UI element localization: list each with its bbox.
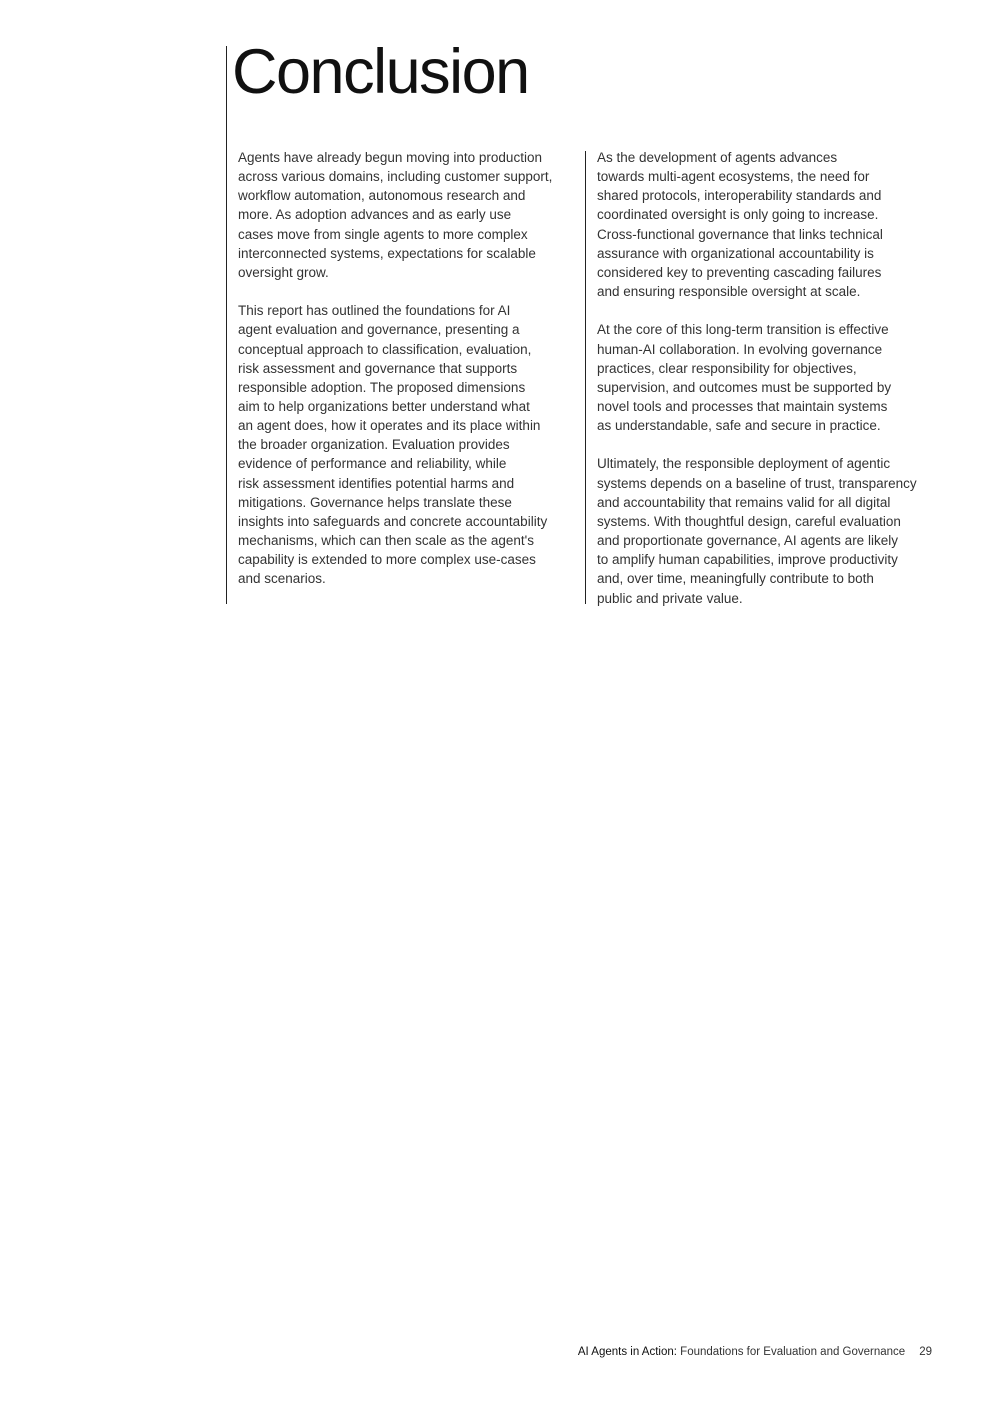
- right-column: [597, 148, 937, 627]
- footer-series-title: AI Agents in Action:: [577, 1346, 677, 1358]
- footer-subtitle: Foundations for Evaluation and Governance: [676, 1346, 906, 1358]
- paragraph: This report has outlined the foundations for AI agent evaluation and governance, presenting a conceptual approach to classification, evaluation, risk assessment and governance that supports responsible adoption. The proposed dimensions aim to help organizations better understand what an agent does, how it operates and its place within the broader organization. Evaluation provides evidence of performance and reliability, while risk assessment identifies potential harms and mitigations. Governance helps translate these insights into safeguards and concrete accountability mechanisms, which can then scale as the agent's capability is extended to more complex use-cases and scenarios.: [238, 303, 548, 587]
- paragraph: At the core of this long-term transition is effective human-AI collaboration. In evolving governance practices, clear responsibility for objectives, supervision, and outcomes must be supported by novel tools and processes that maintain systems as understandable, safe and secure in practice.: [597, 322, 892, 434]
- paragraph: As the development of agents advances towards multi-agent ecosystems, the need for shared protocols, interoperability standards and coordinated oversight is only going to increase. Cross-functional governance that links technical assurance with organizational accountability is considered key to preventing cascading failures and ensuring responsible oversight at scale.: [597, 150, 883, 300]
- page-title: Conclusion: [232, 37, 529, 107]
- left-column: [238, 148, 574, 608]
- page-footer: [578, 1346, 932, 1358]
- column-divider: [585, 151, 586, 604]
- page-number: 29: [919, 1346, 932, 1358]
- paragraph: Agents have already begun moving into production across various domains, including customer support, workflow automation, autonomous research and more. As adoption advances and as early use cases move from single agents to more complex interconnected systems, expectations for scalable oversight grow.: [238, 150, 553, 280]
- paragraph: Ultimately, the responsible deployment of agentic systems depends on a baseline of trust, transparency and accountability that remains valid for all digital systems. With thoughtful design, careful evaluation and proportionate governance, AI agents are likely to amplify human capabilities, improve productivity and, over time, meaningfully contribute to both public and private value.: [597, 456, 917, 606]
- title-divider: [226, 46, 227, 604]
